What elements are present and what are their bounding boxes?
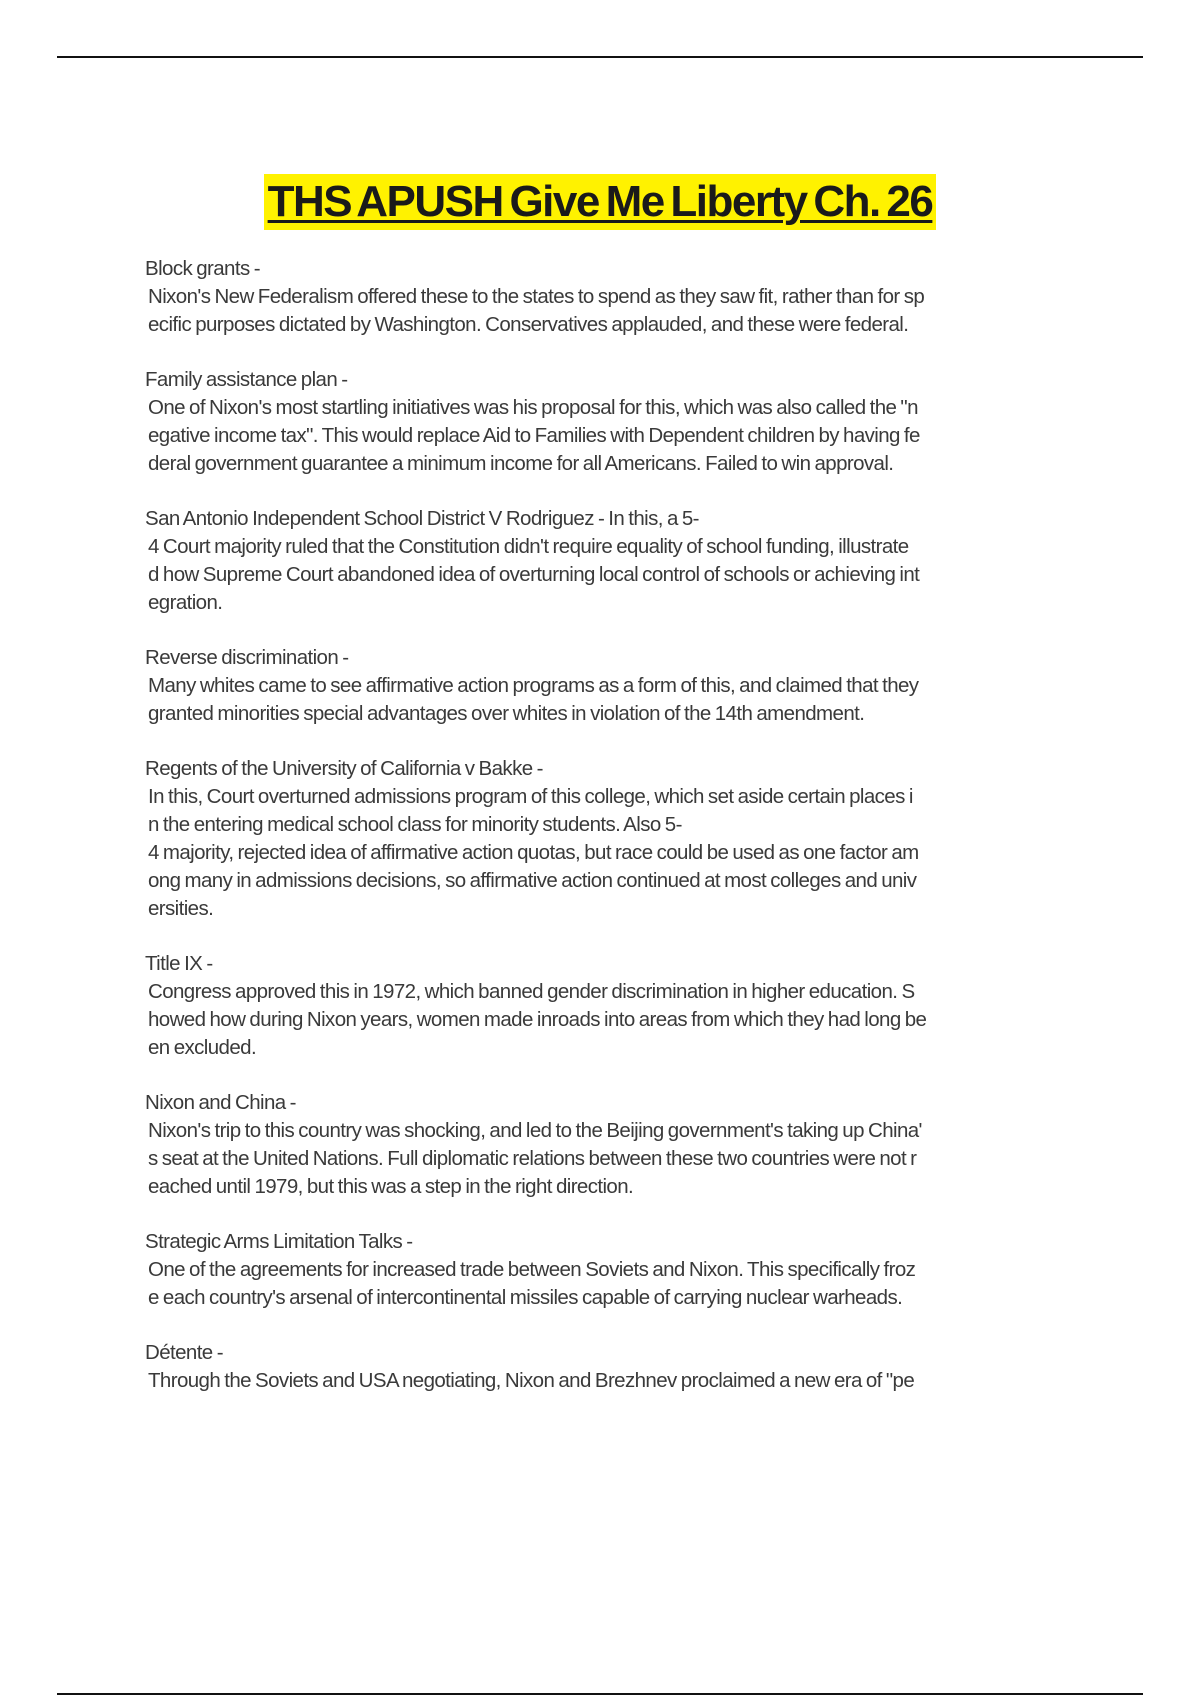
entry-reverse-discrimination bbox=[145, 644, 1085, 728]
entry-term: Title IX - bbox=[145, 952, 213, 975]
entry-term: Block grants - bbox=[145, 257, 260, 280]
entry-term: Reverse discrimination - bbox=[145, 646, 349, 669]
entry-block-grants bbox=[145, 255, 1085, 339]
top-rule bbox=[57, 56, 1143, 58]
entry-definition: One of Nixon's most startling initiatives was his proposal for this, which was also called the "n egative income tax". This would replace Aid to Families with Dependent children by having fe deral government guarantee a minimum income for all Americans. Failed to win approval. bbox=[148, 396, 920, 475]
entry-definition: Nixon's New Federalism offered these to the states to spend as they saw fit, rather than for sp ecific purposes dictated by Washington. Conservatives applauded, and these were federal. bbox=[148, 285, 925, 336]
entry-definition: Many whites came to see affirmative action programs as a form of this, and claimed that they granted minorities special advantages over whites in violation of the 14th amendment. bbox=[148, 674, 919, 725]
entry-definition: Congress approved this in 1972, which banned gender discrimination in higher education. S howed how during Nixon years, women made inroads into areas from which they had long be en excluded. bbox=[148, 980, 927, 1059]
entry-family-assistance-plan bbox=[145, 366, 1085, 478]
entry-salt bbox=[145, 1228, 1085, 1312]
entry-detente bbox=[145, 1339, 1085, 1395]
entry-term: Nixon and China - bbox=[145, 1091, 296, 1114]
flashcard-list bbox=[145, 255, 1085, 1422]
entry-definition: Through the Soviets and USA negotiating, Nixon and Brezhnev proclaimed a new era of "pe bbox=[148, 1369, 915, 1392]
entry-definition: In this, Court overturned admissions program of this college, which set aside certain places i n the entering medical school class for minority students. Also 5- 4 majority, rejected idea of affirmative action quotas, but race could be used as one factor am ong many in admissions decisions, so affirmative action continued at most colleges and univ ersities. bbox=[148, 785, 919, 920]
entry-definition: Nixon's trip to this country was shocking, and led to the Beijing government's taking up China' s seat at the United Nations. Full diplomatic relations between these two countries were not r eached until 1979, but this was a step in the right direction. bbox=[148, 1119, 922, 1198]
entry-san-antonio-v-rodriguez bbox=[145, 505, 1085, 617]
entry-term: Regents of the University of California v Bakke - bbox=[145, 757, 543, 780]
page-title: THS APUSH Give Me Liberty Ch. 26 bbox=[264, 174, 937, 230]
entry-definition: 4 Court majority ruled that the Constitution didn't require equality of school funding, illustrate d how Supreme Court abandoned idea of overturning local control of schools or achieving int egration. bbox=[148, 535, 920, 614]
entry-definition: One of the agreements for increased trade between Soviets and Nixon. This specifically froz e each country's arsenal of intercontinental missiles capable of carrying nuclear warheads. bbox=[148, 1258, 916, 1309]
entry-regents-v-bakke bbox=[145, 755, 1085, 923]
entry-term: San Antonio Independent School District V Rodriguez - In this, a 5- bbox=[145, 507, 699, 530]
entry-term: Détente - bbox=[145, 1341, 223, 1364]
bottom-rule bbox=[57, 1693, 1143, 1695]
entry-term: Family assistance plan - bbox=[145, 368, 348, 391]
entry-term: Strategic Arms Limitation Talks - bbox=[145, 1230, 413, 1253]
entry-title-ix bbox=[145, 950, 1085, 1062]
entry-nixon-and-china bbox=[145, 1089, 1085, 1201]
title-container bbox=[0, 145, 1200, 260]
